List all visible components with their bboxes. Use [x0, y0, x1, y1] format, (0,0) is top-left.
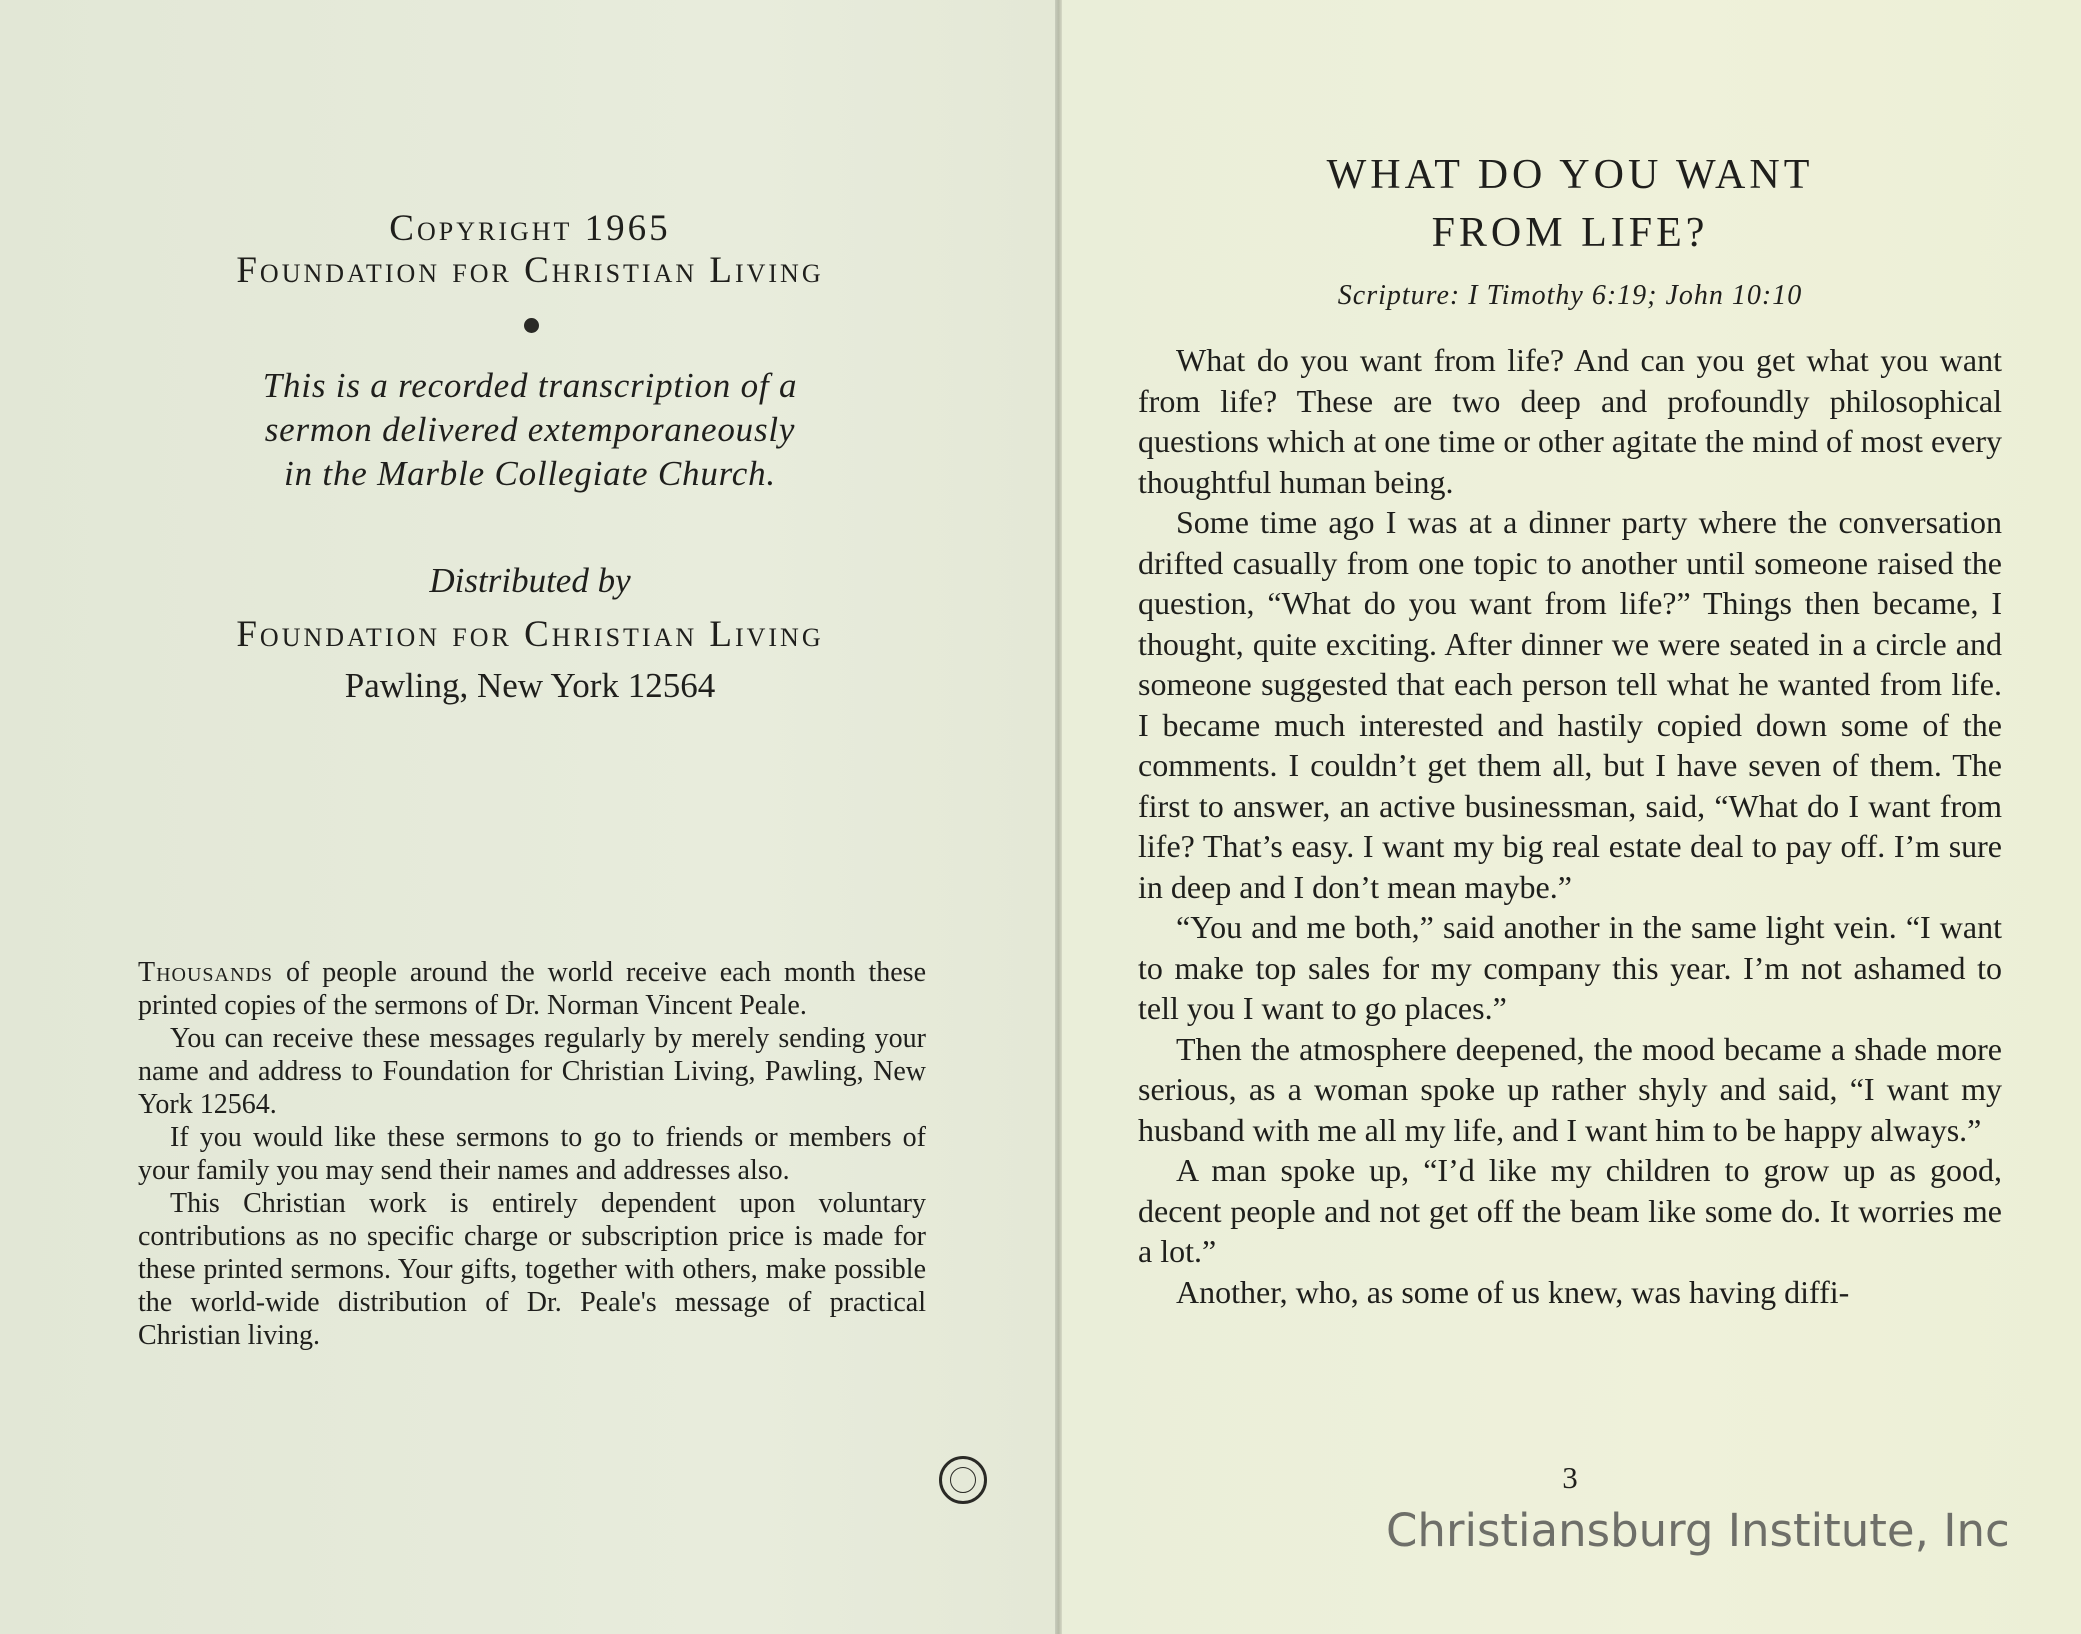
title-line: WHAT DO YOU WANT [1326, 152, 1814, 198]
watermark: Christiansburg Institute, Inc [1386, 1504, 2010, 1557]
sermon-title [1180, 146, 1960, 262]
body-paragraph: Another, who, as some of us knew, was having diffi- [1176, 1273, 1850, 1310]
body-paragraph: “You and me both,” said another in the same light vein. “I want to make top sales for my company this year. I’m not ashamed to tell you I want to go places.” [1138, 909, 2002, 1026]
subscription-notice [138, 956, 926, 1352]
scripture-reference: Scripture: I Timothy 6:19; John 10:10 [1337, 280, 1803, 311]
copyright-block [130, 208, 930, 292]
copyright-line: Copyright 1965 [389, 208, 671, 249]
transcription-line: in the Marble Collegiate Church. [284, 454, 776, 493]
printed-in-usa-seal-icon [939, 1456, 987, 1504]
notice-text: of people around the world receive each month these printed copies of the sermons of Dr. Norman Vincent Peale. [138, 957, 926, 1021]
transcription-line: sermon delivered extemporaneously [264, 410, 796, 449]
distribution-block [130, 554, 930, 710]
bullet-ornament [524, 318, 539, 333]
sermon-body [1138, 340, 2002, 1312]
title-line: FROM LIFE? [1431, 210, 1709, 256]
distributed-by-label: Distributed by [429, 561, 631, 600]
distributor-name: Foundation for Christian Living [236, 614, 824, 655]
book-gutter [1055, 0, 1062, 1634]
seal-inner-ring [950, 1467, 976, 1493]
distributor-address: Pawling, New York 12564 [344, 666, 716, 705]
body-paragraph: Some time ago I was at a dinner party where the conversation drifted casually from one topic to another until someone raised the question, “What do you want from life?” Things then became, I thought, quite exciting. After dinner we were seated in a circle and someone suggested that each person tell what he wanted from life. I became much interested and hastily copied down some of the comments. I couldn’t get them all, but I have seven of them. The first to answer, an active businessman, said, “What do I want from life? That’s easy. I want my big real estate deal to pay off. I’m sure in deep and I don’t mean maybe.” [1138, 504, 2002, 905]
page-number: 3 [1562, 1460, 1578, 1495]
notice-paragraph: This Christian work is entirely dependent upon voluntary contributions as no specific charge or subscription price is made for these printed sermons. Your gifts, together with others, make possible the world-wide distribution of Dr. Peale's message of practical Christian living. [138, 1188, 926, 1351]
transcription-note [200, 364, 860, 496]
copyright-publisher: Foundation for Christian Living [236, 250, 824, 291]
notice-paragraph [138, 956, 926, 1022]
body-paragraph: What do you want from life? And can you get what you want from life? These are two deep and profoundly philosophical questions which at one time or other agitate the mind of most every thoughtful human being. [1138, 342, 2002, 500]
notice-lead-word: Thousands [138, 957, 274, 988]
transcription-line: This is a recorded transcription of a [262, 366, 798, 405]
body-paragraph: A man spoke up, “I’d like my children to grow up as good, decent people and not get off the beam like some do. It worries me a lot.” [1138, 1152, 2002, 1269]
notice-paragraph: You can receive these messages regularly by merely sending your name and address to Foundation for Christian Living, Pawling, New York 12564. [138, 1023, 926, 1120]
body-paragraph: Then the atmosphere deepened, the mood became a shade more serious, as a woman spoke up rather shyly and said, “I want my husband with me all my life, and I want him to be happy always.” [1138, 1030, 2002, 1148]
notice-paragraph: If you would like these sermons to go to friends or members of your family you may send their names and addresses also. [138, 1122, 926, 1186]
